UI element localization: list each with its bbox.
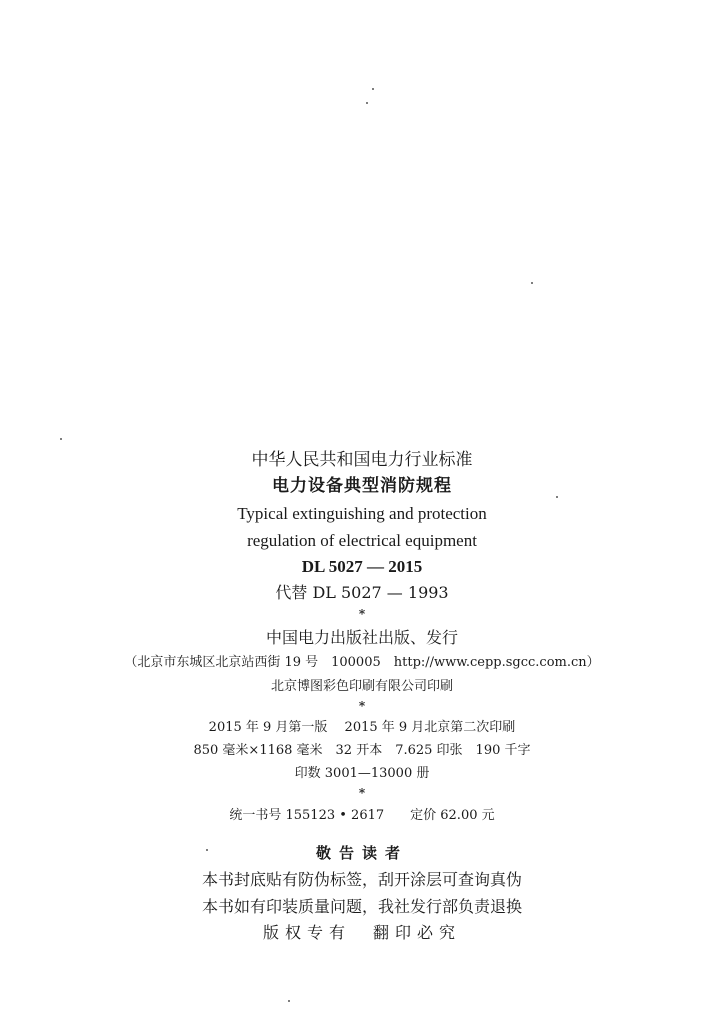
standard-number: DL 5027 — 2015	[301, 557, 423, 576]
scan-speck	[556, 496, 558, 498]
book-number-and-price: 统一书号 155123 • 2617 定价 62.00 元	[229, 808, 495, 823]
notice-heading: 敬告读者	[315, 844, 408, 862]
scan-speck	[288, 1000, 290, 1002]
scan-speck	[206, 849, 208, 851]
edition-info: 2015 年 9 月第一版 2015 年 9 月北京第二次印刷	[208, 720, 516, 735]
printer: 北京博图彩色印刷有限公司印刷	[270, 679, 453, 694]
publisher: 中国电力出版社出版、发行	[265, 628, 458, 647]
copyright-notice: 版权专有 翻印必究	[262, 923, 461, 942]
scan-speck	[531, 282, 533, 284]
separator-asterisk: *	[358, 786, 366, 800]
title-english-line1: Typical extinguishing and protection	[237, 504, 487, 523]
standard-category: 中华人民共和国电力行业标准	[251, 450, 473, 470]
notice-line-returns: 本书如有印装质量问题，我社发行部负责退换	[201, 897, 522, 916]
separator-asterisk: *	[358, 699, 366, 713]
title-chinese: 电力设备典型消防规程	[272, 476, 452, 496]
publisher-address: （北京市东城区北京站西街 19 号 100005 http://www.cepp.sgcc.com.cn）	[124, 655, 600, 670]
scan-speck	[60, 438, 62, 440]
format-info: 850 毫米×1168 毫米 32 开本 7.625 印张 190 千字	[193, 743, 531, 758]
separator-asterisk: *	[358, 607, 366, 621]
replaces-standard: 代替 DL 5027 — 1993	[275, 583, 449, 602]
print-run: 印数 3001—13000 册	[294, 766, 430, 781]
notice-line-anticounterfeit: 本书封底贴有防伪标签，刮开涂层可查询真伪	[201, 870, 522, 889]
scan-speck	[366, 102, 368, 104]
scan-speck	[372, 88, 374, 90]
title-english-line2: regulation of electrical equipment	[247, 531, 477, 550]
